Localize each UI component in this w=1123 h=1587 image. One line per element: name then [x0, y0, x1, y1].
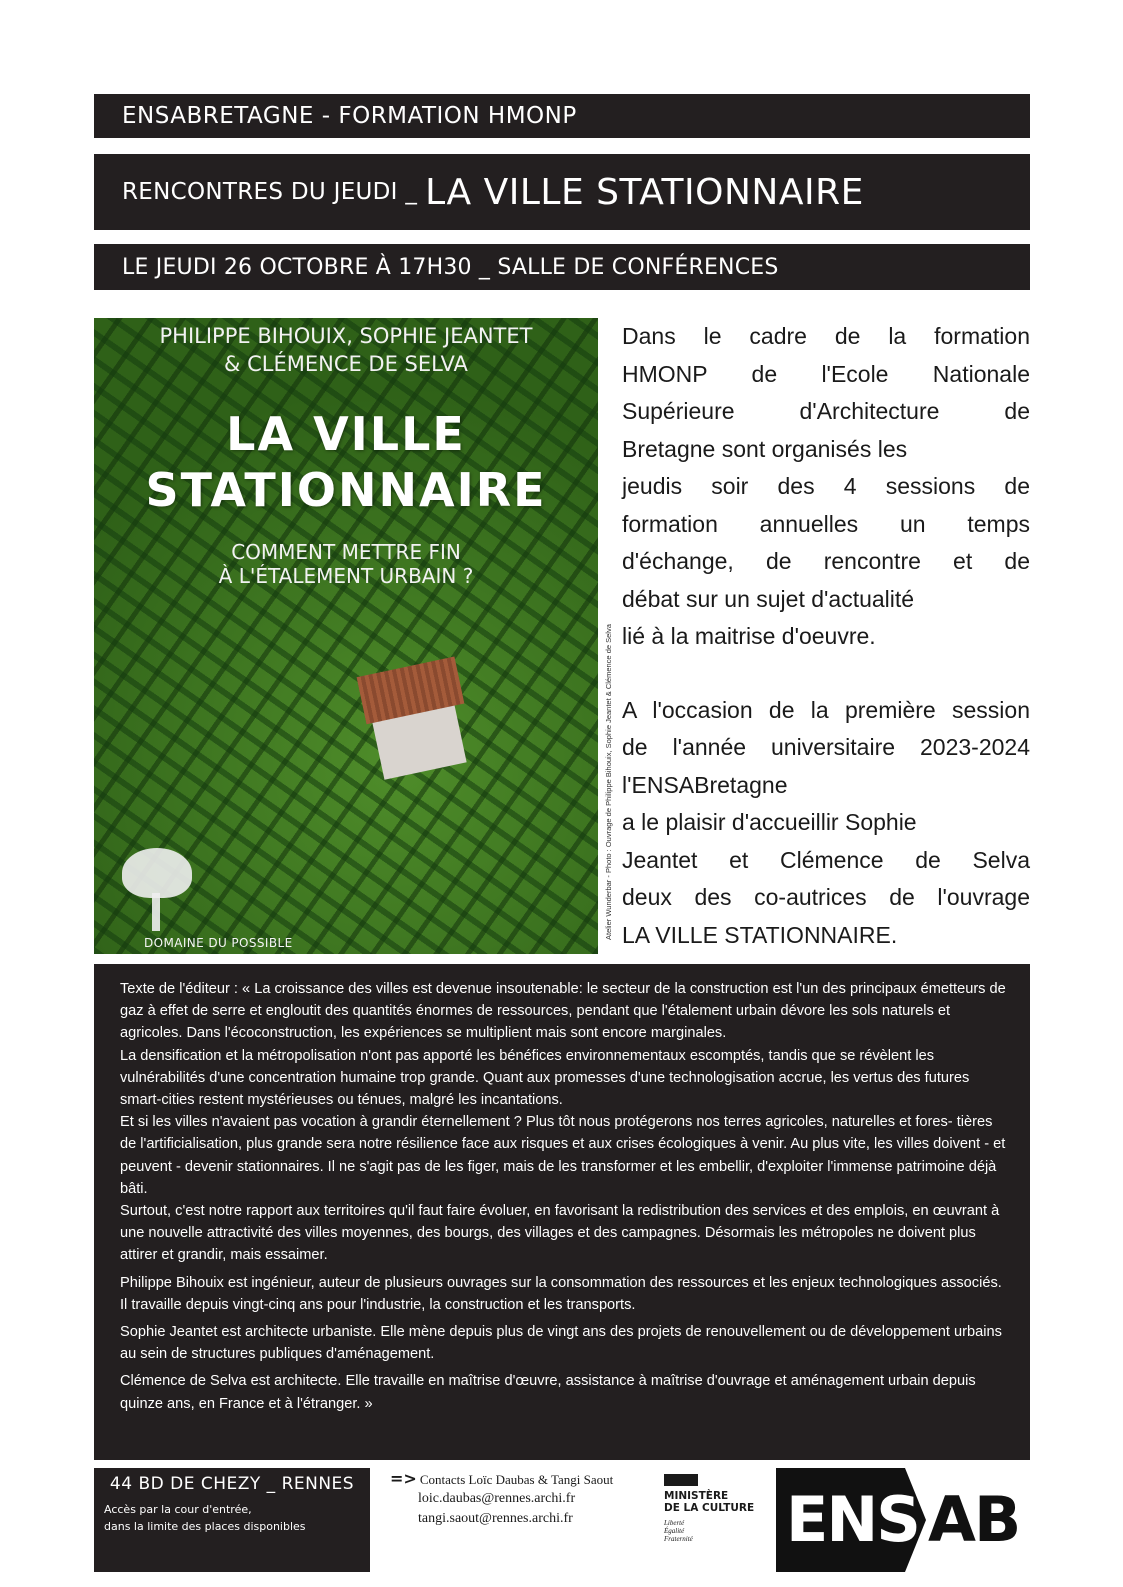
cover-subtitle — [94, 540, 598, 588]
intro-line: Bretagne sont organisés les — [622, 435, 908, 462]
address-box — [94, 1468, 370, 1572]
tree-trunk-icon — [152, 893, 160, 931]
logo-text-ab: AB — [928, 1483, 1020, 1556]
tree-logo-icon — [122, 848, 192, 898]
marianne-icon — [664, 1474, 698, 1486]
intro-line: Jeantet et Clémence de Selva — [622, 846, 1030, 873]
editor-paragraph: Et si les villes n'avaient pas vocation à grandir éternellement ? Plus tôt nous protégerons nos terres agricoles, naturelles et fores- tières de l'artificialisation, plus grande sera notre résilience face aux risques et aux crises écologiques à venir. Au plus vite, les villes doivent - et peuvent - devenir stationnaires. Il ne s'agit pas de les figer, mais de les transformer et les embellir, d'exploiter l'immense patrimoine déjà bâti. — [120, 1114, 1006, 1197]
intro-line: débat sur un sujet d'actualité — [622, 585, 915, 612]
editor-text-box — [94, 964, 1030, 1460]
ministry-name-line-2: DE LA CULTURE — [664, 1502, 755, 1514]
intro-line: Dans le cadre de la formation — [622, 323, 1030, 349]
author-bio-bihouix: Philippe Bihouix est ingénieur, auteur de plusieurs ouvrages sur la consommation des ressources et les enjeux technologiques associés. Il travaille depuis vingt-cinq ans pour l'industrie, la construction et les transports. — [120, 1274, 1002, 1313]
access-note-line-1: Accès par la cour d'entrée, — [104, 1503, 252, 1516]
contacts-block — [390, 1470, 650, 1529]
access-note-line-2: dans la limite des places disponibles — [104, 1520, 306, 1533]
editor-paragraph: La densification et la métropolisation n'ont pas apporté les bénéfices environnementaux escomptés, tandis que se révèlent les vulnérabilités d'une concentration humaine trop grande. Quant aux promesses d'une technologisation accrue, les vertus des futures smart-cities restent mystérieuses ou ténues, malgré les incantations. — [120, 1047, 970, 1109]
author-bio-jeantet: Sophie Jeantet est architecte urbaniste. Elle mène depuis plus de vingt ans des projets de renouvellement ou de développement urbains au sein de structures publiques d'aménagement. — [120, 1324, 1002, 1363]
email-link-daubas[interactable]: loic.daubas@rennes.archi.fr — [418, 1491, 576, 1506]
cover-title-line-2: STATIONNAIRE — [145, 463, 547, 517]
intro-line: a le plaisir d'accueillir Sophie — [622, 809, 917, 835]
ministry-name-line-1: MINISTÈRE — [664, 1490, 729, 1502]
ensab-logo — [776, 1468, 1030, 1572]
ministry-name — [664, 1490, 764, 1514]
cover-subtitle-line-1: COMMENT METTRE FIN — [231, 540, 461, 564]
cover-authors — [94, 322, 598, 378]
event-title: LA VILLE STATIONNAIRE — [425, 171, 864, 213]
book-cover-image — [94, 318, 598, 954]
intro-line: lié à la maitrise d'oeuvre. — [622, 623, 876, 649]
intro-line: A l'occasion de la première session — [622, 696, 1030, 723]
header-bar-event-title — [94, 154, 1030, 230]
cover-subtitle-line-2: À L'ÉTALEMENT URBAIN ? — [218, 564, 474, 588]
cover-authors-line-2: & CLÉMENCE DE SELVA — [224, 352, 468, 376]
address: 44 BD DE CHEZY _ RENNES — [109, 1474, 355, 1494]
intro-line: d'échange, de rencontre et de — [622, 548, 1030, 574]
cover-title — [94, 406, 598, 518]
cover-authors-line-1: PHILIPPE BIHOUIX, SOPHIE JEANTET — [159, 324, 533, 348]
access-note — [104, 1501, 360, 1535]
intro-text — [622, 318, 1030, 954]
intro-line: l'ENSABretagne — [622, 771, 788, 798]
arrow-icon: => — [390, 1469, 417, 1488]
house-illustration — [365, 672, 466, 779]
cover-title-line-1: LA VILLE — [226, 407, 466, 461]
author-bio-selva: Clémence de Selva est architecte. Elle travaille en maîtrise d'œuvre, assistance à maîtrise d'ouvrage et aménagement urbain depuis quinze ans, en France et à l'étranger. » — [120, 1373, 976, 1412]
intro-line: LA VILLE STATIONNAIRE. — [622, 921, 898, 948]
editor-paragraph: Surtout, c'est notre rapport aux territoires qu'il faut faire évoluer, en favorisant la redistribution des services et des emplois, en œuvrant à une nouvelle attractivité des villes moyennes, des bourgs, des villages et des campagnes. Désormais les métropoles ne doivent plus attirer et grandir, mais essaimer. — [120, 1203, 1000, 1264]
intro-line: deux des co-autrices de l'ouvrage — [622, 884, 1030, 910]
photo-credit: Atelier Wunderbar - Photo : Ouvrage de Philippe Bihouix, Sophie Jeantet & Clémence de Selva — [604, 624, 613, 940]
event-date-location: LE JEUDI 26 OCTOBRE À 17H30 _ SALLE DE CONFÉRENCES — [122, 254, 779, 280]
motto-egalite: Égalité — [664, 1527, 685, 1535]
intro-line: Supérieure d'Architecture de — [622, 398, 1030, 424]
editor-paragraph: Texte de l'éditeur : « La croissance des villes est devenue insoutenable: le secteur de la construction est l'un des principaux émetteurs de gaz à effet de serre et engloutit des quantités énormes de ressources, pendant que l'étalement urbain dévore les sols naturels et agricoles. Dans l'écoconstruction, les expériences se multiplient mais sont encore marginales. — [120, 981, 1006, 1042]
logo-text-ens: ENS — [786, 1483, 919, 1556]
header-bar-date — [94, 244, 1030, 290]
intro-line: HMONP de l'Ecole Nationale — [622, 360, 1030, 387]
intro-line: jeudis soir des 4 sessions de — [622, 473, 1030, 499]
ministry-logo — [664, 1474, 764, 1543]
intro-line: de l'année universitaire 2023-2024 — [622, 734, 1030, 760]
series-title: RENCONTRES DU JEUDI _ — [122, 179, 418, 205]
contacts-label: Contacts Loïc Daubas & Tangi Saout — [419, 1472, 614, 1487]
motto-fraternite: Fraternité — [664, 1535, 693, 1543]
header-bar-school — [94, 94, 1030, 138]
cover-publisher: DOMAINE DU POSSIBLE — [144, 936, 293, 950]
motto-liberte: Liberté — [664, 1519, 685, 1527]
email-link-saout[interactable]: tangi.saout@rennes.archi.fr — [418, 1511, 573, 1526]
school-title: ENSABRETAGNE - FORMATION HMONP — [122, 103, 577, 129]
intro-line: formation annuelles un temps — [622, 510, 1030, 537]
republic-motto — [664, 1519, 764, 1543]
